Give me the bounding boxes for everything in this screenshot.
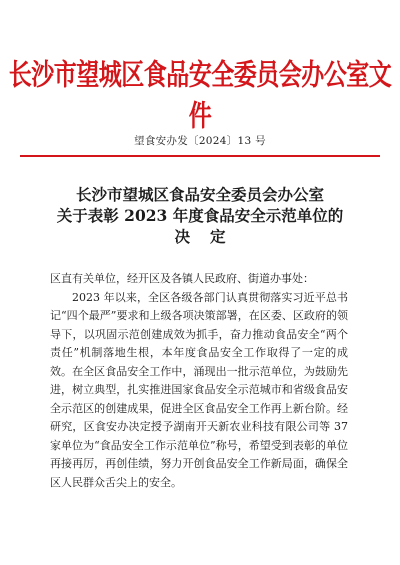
document-title [0,184,400,247]
addressee: 区直有关单位，经开区及各镇人民政府、街道办事处： [50,272,314,285]
title-line-1: 长沙市望城区食品安全委员会办公室 [75,185,324,204]
title-line-3: 决定 [174,227,246,246]
document-number: 望食安办发〔2024〕13 号 [134,135,266,147]
title-line-2: 关于表彰 2023 年度食品安全示范单位的 [56,206,344,225]
body-paragraph: 2023 年以来，全区各级各部门认真贯彻落实习近平总书记“四个最严”要求和上级各项决策部署，在区委、区政府的领导下，以巩固示范创建成效为抓手，奋力推动食品安全“两个责任”机制落地生根，本年度食品安全工作取得了一定的成效。在全区食品安全工作中，涌现出一批示范单位，为鼓励先进，树立典型，扎实推进国家食品安全示范城市和省级食品安全示范区的创建成果，促进全区食品安全工作再上新台阶。经研究，区食安办决定授予湖南开天新农业科技有限公司等 37 家单位为“食品安全工作示范单位”称号，希望受到表彰的单位再接再厉，再创佳绩，努力开创食品安全工作新局面，确保全区人民群众舌尖上的安全。 [50,290,348,489]
document-body [50,270,348,492]
issuer-header: 长沙市望城区食品安全委员会办公室文件 [8,59,392,133]
red-divider [20,155,380,157]
